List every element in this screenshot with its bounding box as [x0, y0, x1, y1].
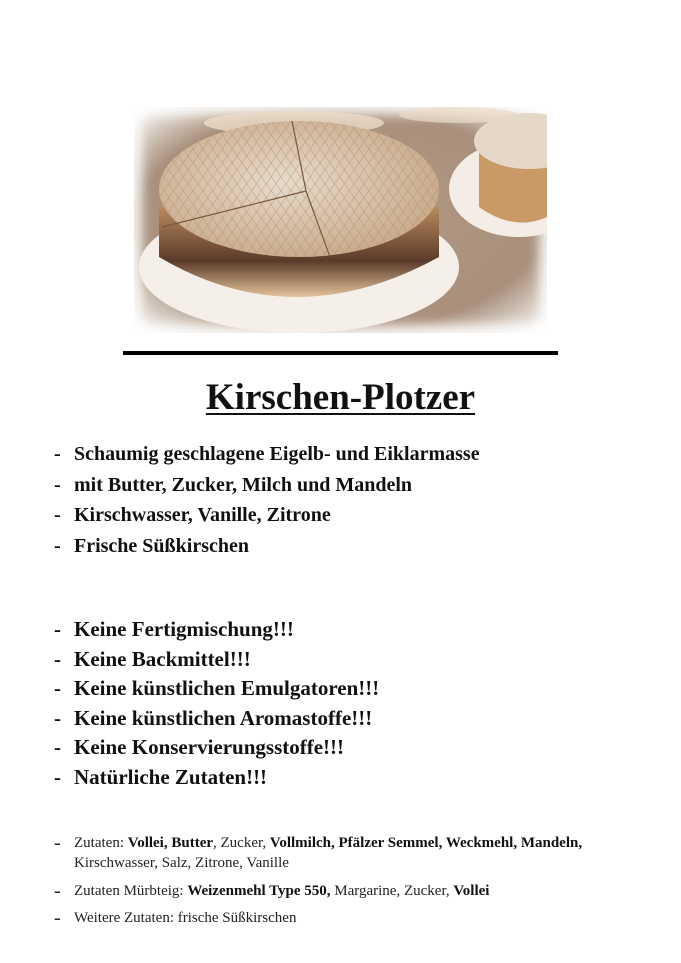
list-item	[54, 645, 379, 675]
list-item-text: Keine Backmittel!!!	[74, 646, 251, 671]
cake-photo	[134, 107, 547, 333]
dash-bullet: -	[54, 534, 61, 557]
list-item-text: Kirschwasser, Vanille, Zitrone	[74, 504, 331, 526]
list-item	[54, 531, 480, 562]
dash-bullet: -	[54, 473, 61, 496]
ingredients-text: Zutaten: Vollei, Butter, Zucker, Vollmilch, Pfälzer Semmel, Weckmehl, Mandeln, Kirschwasser, Salz, Zitrone, Vanille	[74, 835, 583, 871]
dash-bullet: -	[54, 504, 61, 526]
list-item-text: Keine künstlichen Aromastoffe!!!	[74, 705, 373, 730]
list-item	[54, 500, 480, 531]
dash-bullet: -	[54, 443, 61, 465]
dash-bullet: -	[54, 764, 61, 789]
dash-bullet: -	[54, 832, 61, 854]
list-item	[54, 674, 379, 704]
dash-bullet: -	[54, 907, 61, 929]
ingredients-list	[54, 833, 634, 928]
cake-illustration	[134, 107, 547, 333]
divider-rule	[123, 351, 558, 355]
dash-bullet: -	[54, 646, 61, 671]
list-item-text: mit Butter, Zucker, Milch und Mandeln	[74, 473, 412, 496]
list-item	[54, 881, 634, 908]
list-item	[54, 763, 379, 793]
list-item-text: Frische Süßkirschen	[74, 534, 250, 557]
list-item	[54, 439, 480, 470]
list-item-text: Schaumig geschlagene Eigelb- und Eiklarmasse	[74, 443, 480, 465]
list-item	[54, 833, 634, 875]
list-item-text: Keine Konservierungsstoffe!!!	[74, 735, 345, 759]
list-item-text: Natürliche Zutaten!!!	[74, 764, 268, 789]
page-title: Kirschen-Plotzer	[205, 377, 476, 418]
dash-bullet: -	[54, 676, 61, 700]
ingredients-text: Zutaten Mürbteig: Weizenmehl Type 550, Margarine, Zucker, Vollei	[74, 883, 490, 899]
list-item	[54, 908, 634, 928]
list-item	[54, 470, 480, 501]
dash-bullet: -	[54, 705, 61, 730]
list-item-text: Keine künstlichen Emulgatoren!!!	[74, 676, 380, 700]
dash-bullet: -	[54, 617, 61, 641]
feature-list	[54, 439, 480, 561]
list-item	[54, 704, 379, 734]
list-item-text: Keine Fertigmischung!!!	[74, 617, 294, 641]
ingredients-text: Weitere Zutaten: frische Süßkirschen	[74, 910, 297, 926]
dash-bullet: -	[54, 735, 61, 759]
dash-bullet: -	[54, 880, 61, 902]
claims-list	[54, 615, 379, 792]
list-item	[54, 733, 379, 763]
list-item	[54, 615, 379, 645]
